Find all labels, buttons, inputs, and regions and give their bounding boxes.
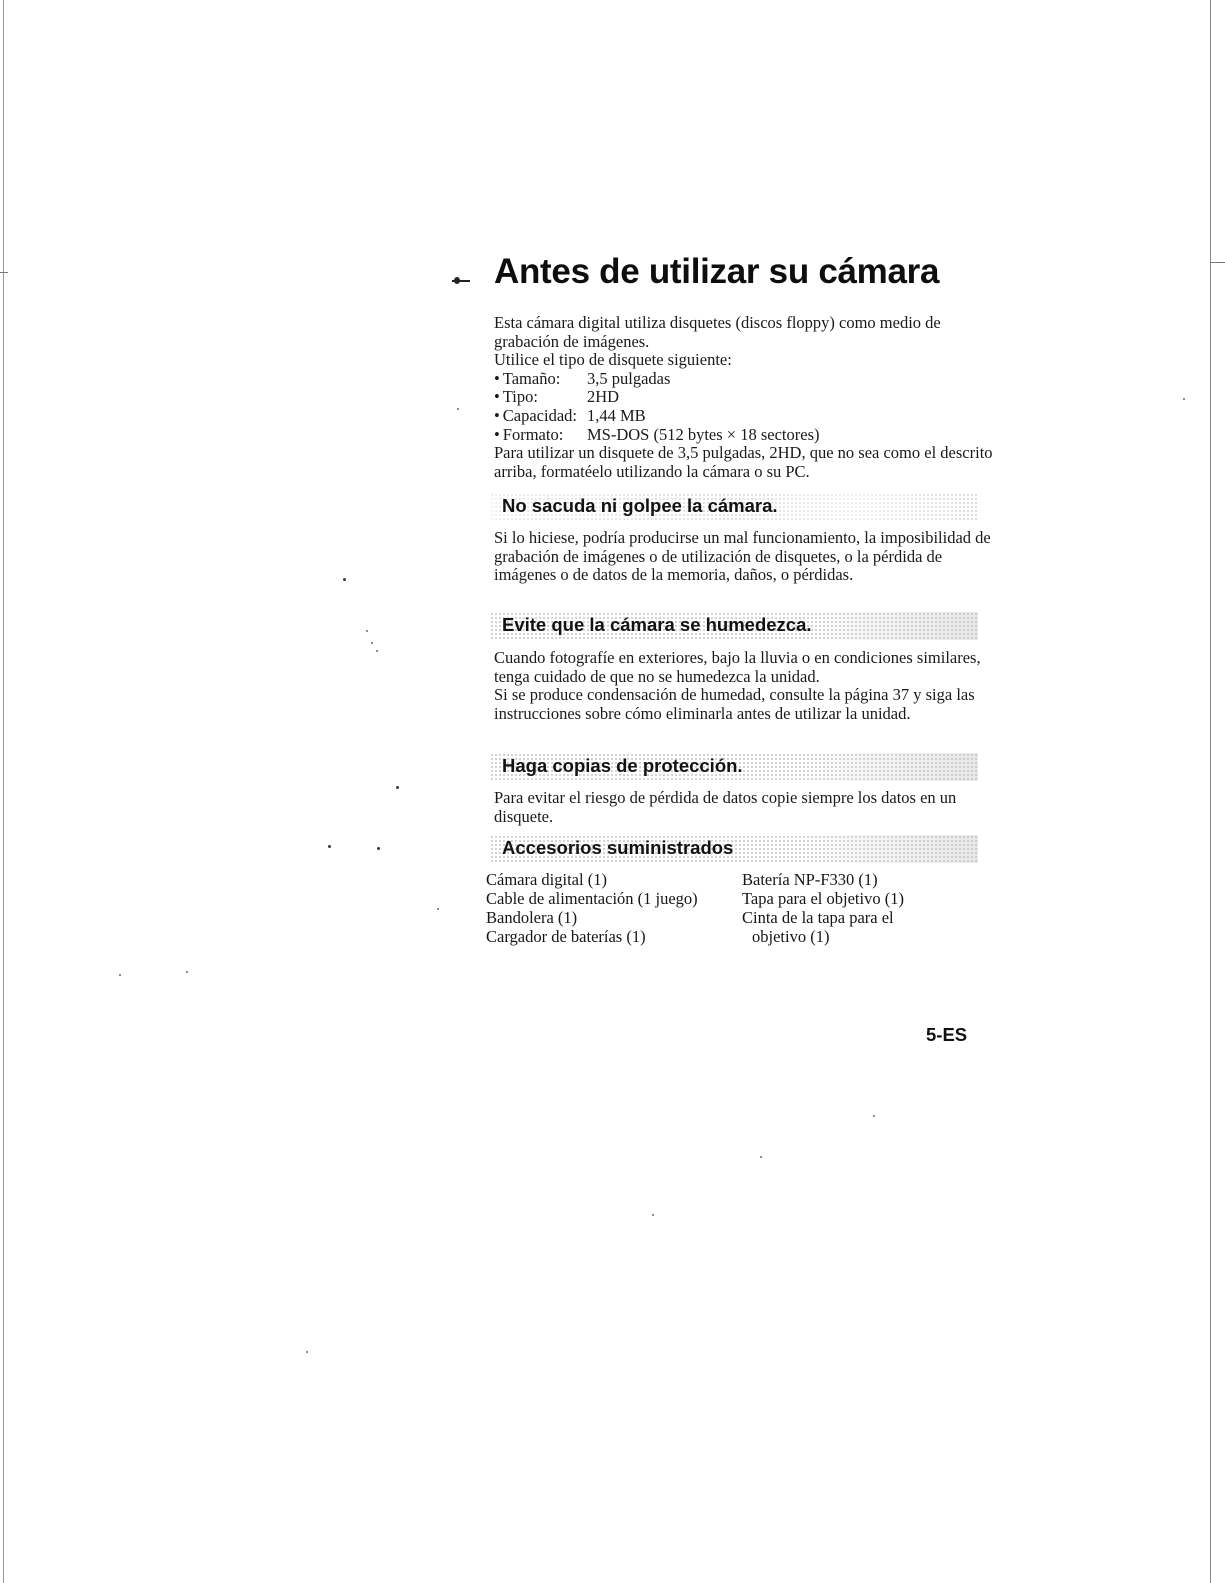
crop-mark-right [1210,262,1225,263]
scan-speck [186,971,188,973]
section-paragraph: Para evitar el riesgo de pérdida de datos copie siempre los datos en un disquete. [494,788,957,826]
accessory-item: Cargador de baterías (1) [486,927,646,946]
intro-paragraph: Utilice el tipo de disquete siguiente: [494,350,732,370]
section-heading: No sacuda ni golpee la cámara. [502,495,778,516]
scan-speck [376,650,378,652]
spec-value: MS-DOS (512 bytes × 18 sectores) [587,424,820,444]
scan-speck [377,847,380,850]
accessories-column-right [742,870,904,946]
scan-speck [760,1156,762,1158]
section-paragraph: Si se produce condensación de humedad, consulte la página 37 y siga las instrucciones sobre cómo eliminarla antes de utilizar la unidad. [494,685,975,723]
spec-item [494,388,994,407]
accessory-item: Batería NP-F330 (1) [742,870,878,889]
scan-speck [366,630,368,632]
section-header [490,753,978,781]
spec-value: 1,44 MB [587,405,646,425]
section-body [494,789,994,826]
spec-item [494,370,994,389]
scan-speck [371,642,373,644]
spec-label: • Tipo: [494,388,587,407]
section-body [494,529,994,585]
spec-label: • Capacidad: [494,407,587,426]
scan-speck [328,845,331,848]
accessory-item: Cámara digital (1) [486,870,607,889]
section-paragraph: Si lo hiciese, podría producirse un mal funcionamiento, la imposibilidad de grabación de imágenes o de utilización de disquetes, o la pérdida de imágenes o de datos de la memoria, daños, o pérdidas. [494,528,991,585]
title-arrow-icon [452,280,470,282]
section-header [490,835,978,863]
scan-speck [343,578,346,581]
page-number: 5-ES [926,1024,968,1045]
intro-paragraph: Esta cámara digital utiliza disquetes (discos floppy) como medio de grabación de imágenes. [494,313,941,351]
section-heading: Haga copias de protección. [502,755,743,776]
accessories-column-left [486,870,742,946]
section-header [490,612,978,640]
scan-speck [119,974,121,976]
page-title: Antes de utilizar su cámara [494,252,940,291]
intro-paragraph: Para utilizar un disquete de 3,5 pulgadas, 2HD, que no sea como el descrito arriba, formatéelo utilizando la cámara o su PC. [494,443,993,481]
scan-speck [1183,398,1185,400]
accessory-item: Bandolera (1) [486,908,578,927]
spec-item [494,426,994,445]
crop-mark-left [0,272,8,273]
accessory-item: Cinta de la tapa para el [742,908,894,927]
section-paragraph: Cuando fotografíe en exteriores, bajo la lluvia o en condiciones similares, tenga cuidado de que no se humedezca la unidad. [494,648,981,686]
disk-spec-list [494,370,994,444]
section-header [490,493,978,521]
intro-block [494,314,994,481]
spec-label: • Formato: [494,426,587,445]
section-heading: Evite que la cámara se humedezca. [502,614,812,635]
scan-speck [873,1115,875,1117]
accessory-item: Cable de alimentación (1 juego) [486,889,698,908]
scan-speck [457,408,459,410]
spec-item [494,407,994,426]
scan-speck [306,1351,308,1353]
accessory-item: Tapa para el objetivo (1) [742,889,904,908]
accessory-item-continued: objetivo (1) [752,927,830,946]
section-heading: Accesorios suministrados [502,837,734,858]
spec-label: • Tamaño: [494,370,587,389]
scan-speck [396,786,399,789]
scan-speck [652,1214,654,1216]
scan-speck [437,908,439,910]
spec-value: 3,5 pulgadas [587,368,671,388]
accessories-list [486,870,956,946]
spec-value: 2HD [587,387,620,407]
page-edge-left [3,0,4,1583]
page-edge-right [1210,0,1211,1583]
section-body [494,649,994,723]
